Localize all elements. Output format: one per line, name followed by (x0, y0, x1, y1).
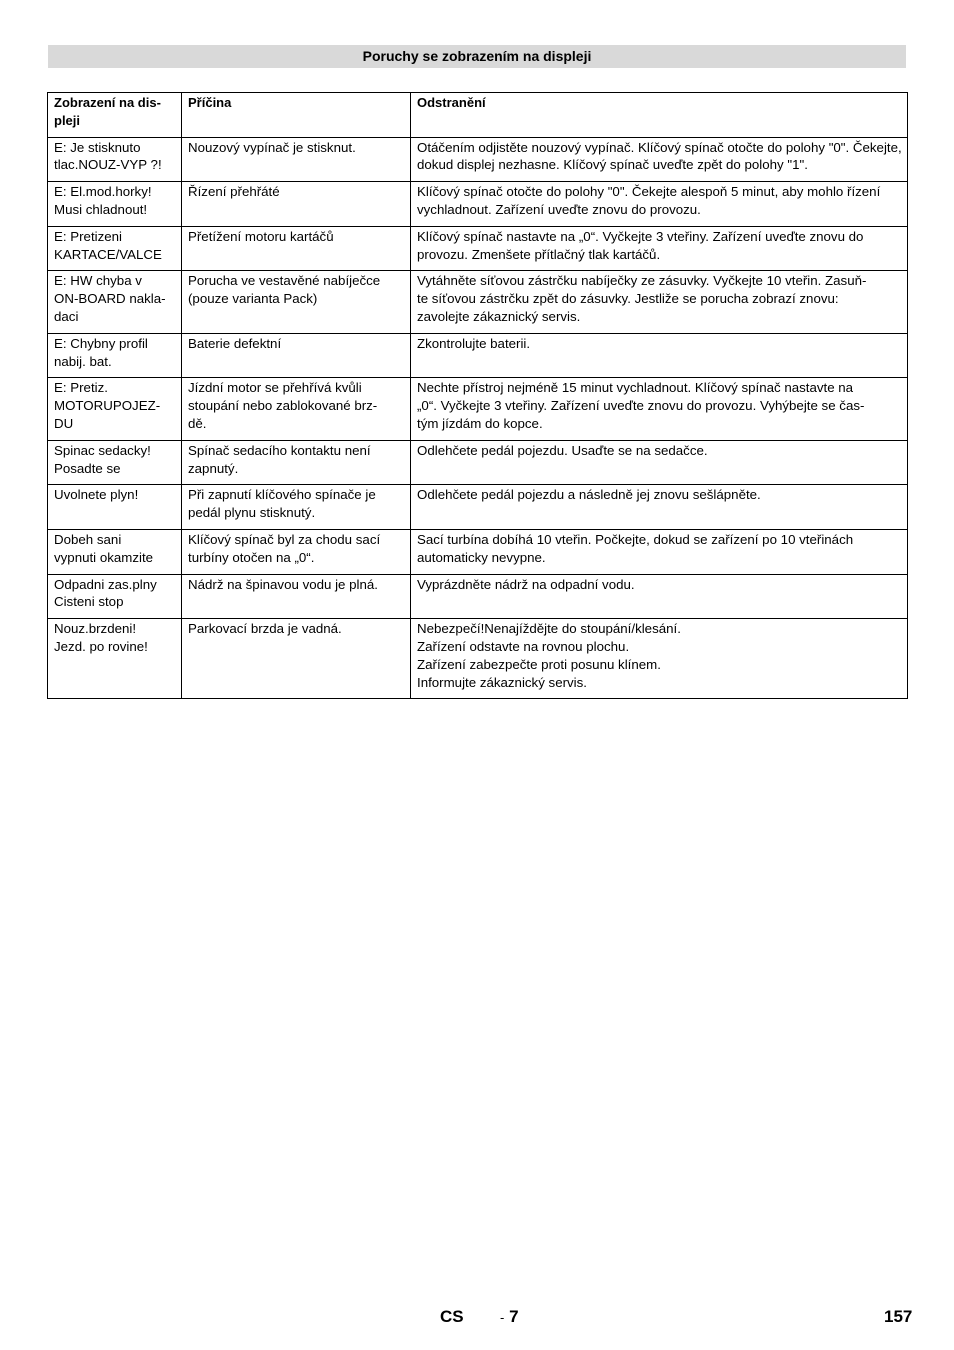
table-row (48, 485, 908, 530)
cell-remedy: Vytáhněte síťovou zástrčku nabíječky ze zásuvky. Vyčkejte 10 vteřin. Zasuň- te síťovou zástrčku zpět do zásuvky. Jestliže se porucha zobrazí znovu: zavolejte zákaznický servis. (411, 271, 908, 333)
page-number: 157 (884, 1307, 913, 1326)
cell-remedy: Nechte přístroj nejméně 15 minut vychladnout. Klíčový spínač nastavte na „0“. Vyčkejte 3 vteřiny. Zařízení uveďte znovu do provozu. Vyhýbejte se čas- tým jízdám do kopce. (411, 378, 908, 440)
cell-cause: Nádrž na špinavou vodu je plná. (182, 574, 411, 619)
cell-remedy: Otáčením odjistěte nouzový vypínač. Klíčový spínač otočte do polohy "0". Čekejte, dokud displej nezhasne. Klíčový spínač uveďte zpět do polohy "1". (411, 137, 908, 182)
table-row (48, 378, 908, 440)
table-row (48, 440, 908, 485)
cell-cause: Parkovací brzda je vadná. (182, 619, 411, 699)
table-row (48, 574, 908, 619)
cell-remedy: Odlehčete pedál pojezdu. Usaďte se na sedačce. (411, 440, 908, 485)
table-row (48, 226, 908, 271)
cell-remedy: Klíčový spínač otočte do polohy "0". Čekejte alespoň 5 minut, aby mohlo řízení vychladnout. Zařízení uveďte znovu do provozu. (411, 182, 908, 227)
cell-remedy: Odlehčete pedál pojezdu a následně jej znovu sešlápněte. (411, 485, 908, 530)
cell-display-message: E: El.mod.horky! Musi chladnout! (48, 182, 182, 227)
section-title: Poruchy se zobrazením na displeji (48, 45, 906, 68)
cell-cause: Nouzový vypínač je stisknut. (182, 137, 411, 182)
cell-remedy: Vyprázdněte nádrž na odpadní vodu. (411, 574, 908, 619)
cell-cause: Porucha ve vestavěné nabíječce (pouze varianta Pack) (182, 271, 411, 333)
table-row (48, 529, 908, 574)
footer-language: CS (440, 1307, 464, 1326)
cell-cause: Řízení přehřáté (182, 182, 411, 227)
cell-remedy: Klíčový spínač nastavte na „0“. Vyčkejte 3 vteřiny. Zařízení uveďte znovu do provozu. Zmenšete přítlačný tlak kartáčů. (411, 226, 908, 271)
cell-cause: Při zapnutí klíčového spínače je pedál plynu stisknutý. (182, 485, 411, 530)
cell-remedy: Sací turbína dobíhá 10 vteřin. Počkejte, dokud se zařízení po 10 vteřinách automaticky nevypne. (411, 529, 908, 574)
header-display: Zobrazení na dis- pleji (48, 93, 182, 138)
cell-display-message: E: Chybny profil nabij. bat. (48, 333, 182, 378)
table-row (48, 333, 908, 378)
cell-cause: Spínač sedacího kontaktu není zapnutý. (182, 440, 411, 485)
cell-remedy: Zkontrolujte baterii. (411, 333, 908, 378)
table-row (48, 619, 908, 699)
fault-table (47, 92, 908, 699)
cell-display-message: Nouz.brzdeni! Jezd. po rovine! (48, 619, 182, 699)
table-row (48, 182, 908, 227)
cell-display-message: E: Pretizeni KARTACE/VALCE (48, 226, 182, 271)
footer-section-number: 7 (509, 1307, 519, 1326)
footer-section-page (500, 1307, 519, 1327)
header-remedy: Odstranění (411, 93, 908, 138)
cell-display-message: E: Je stisknuto tlac.NOUZ-VYP ?! (48, 137, 182, 182)
cell-display-message: E: Pretiz. MOTORUPOJEZ- DU (48, 378, 182, 440)
footer-dash: - (500, 1310, 505, 1325)
cell-cause: Baterie defektní (182, 333, 411, 378)
cell-cause: Klíčový spínač byl za chodu sací turbíny otočen na „0“. (182, 529, 411, 574)
table-header-row (48, 93, 908, 138)
cell-cause: Jízdní motor se přehřívá kvůli stoupání nebo zablokované brz- dě. (182, 378, 411, 440)
cell-display-message: E: HW chyba v ON-BOARD nakla- daci (48, 271, 182, 333)
table-row (48, 271, 908, 333)
cell-remedy: Nebezpečí!Nenajíždějte do stoupání/klesání. Zařízení odstavte na rovnou plochu. Zařízení zabezpečte proti posunu klínem. Informujte zákaznický servis. (411, 619, 908, 699)
cell-cause: Přetížení motoru kartáčů (182, 226, 411, 271)
table-row (48, 137, 908, 182)
header-cause: Příčina (182, 93, 411, 138)
cell-display-message: Dobeh sani vypnuti okamzite (48, 529, 182, 574)
cell-display-message: Spinac sedacky! Posadte se (48, 440, 182, 485)
cell-display-message: Odpadni zas.plny Cisteni stop (48, 574, 182, 619)
cell-display-message: Uvolnete plyn! (48, 485, 182, 530)
